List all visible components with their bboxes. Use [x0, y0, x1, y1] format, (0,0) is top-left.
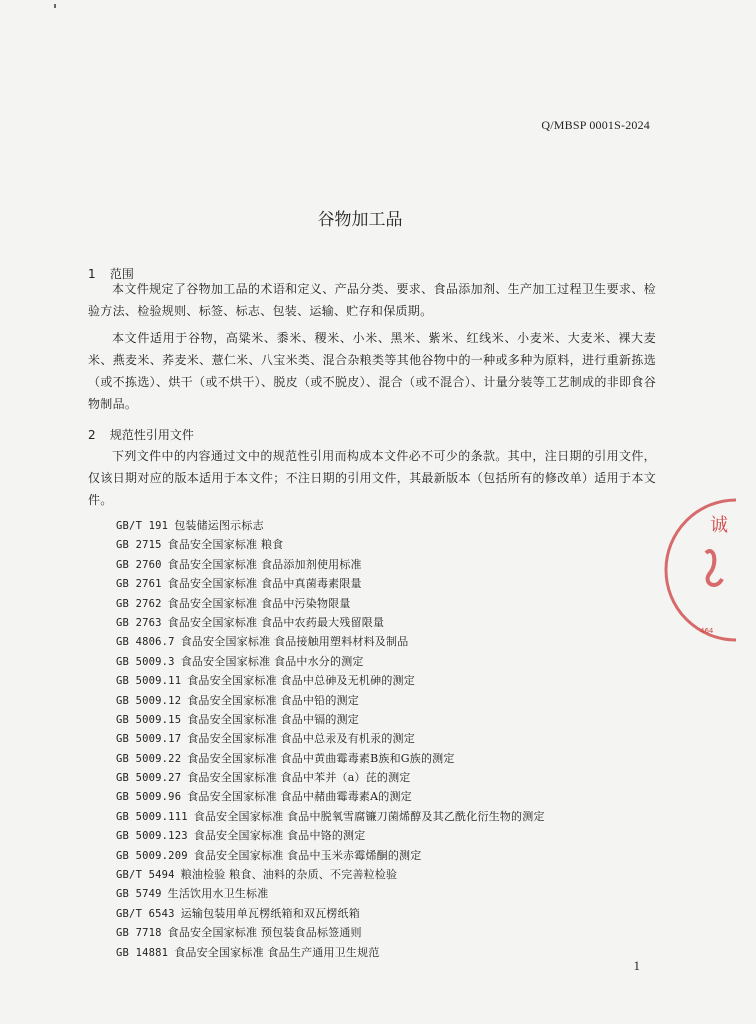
- reference-item: [116, 594, 545, 613]
- reference-item: [116, 807, 545, 826]
- reference-title: 食品安全国家标准 食品中水分的测定: [180, 654, 364, 668]
- reference-code: GB/T 191: [116, 520, 169, 532]
- reference-title: 食品安全国家标准 食品中污染物限量: [167, 596, 351, 610]
- seal-stamp: [696, 495, 756, 645]
- reference-title: 食品安全国家标准 食品中总砷及无机砷的测定: [187, 674, 415, 688]
- reference-title: 食品安全国家标准 食品中赭曲霉毒素A的测定: [187, 790, 412, 804]
- reference-list: [116, 516, 545, 962]
- reference-item: [116, 904, 545, 923]
- normative-paragraph: 下列文件中的内容通过文中的规范性引用而构成本文件必不可少的条款。其中，注日期的引用文件，仅该日期对应的版本适用于本文件；不注日期的引用文件，其最新版本（包括所有的修改单）适用于本文件。: [88, 449, 656, 507]
- seal-digits: 464: [700, 627, 714, 635]
- reference-item: [116, 535, 545, 554]
- reference-code: GB/T 5494: [116, 869, 175, 882]
- reference-item: [116, 516, 545, 535]
- reference-item: [116, 768, 545, 787]
- reference-title: 食品安全国家标准 食品中玉米赤霉烯酮的测定: [193, 848, 422, 862]
- reference-title: 食品安全国家标准 食品中黄曲霉毒素B族和G族的测定: [187, 751, 455, 765]
- reference-title: 运输包装用单瓦楞纸箱和双瓦楞纸箱: [180, 906, 360, 920]
- reference-code: GB 5009.15: [116, 713, 182, 726]
- reference-code: GB 5009.12: [116, 694, 182, 707]
- section-title: 规范性引用文件: [109, 428, 194, 442]
- reference-code: GB 2763: [116, 616, 162, 629]
- section-2-heading: [88, 426, 194, 443]
- document-title: 谷物加工品: [317, 210, 403, 230]
- reference-code: GB/T 6543: [116, 907, 175, 920]
- reference-item: [116, 632, 545, 651]
- reference-item: [116, 729, 545, 748]
- reference-title: 粮油检验 粮食、油料的杂质、不完善粒检验: [180, 868, 398, 882]
- reference-item: [116, 613, 545, 632]
- reference-item: [116, 710, 545, 729]
- reference-title: 食品安全国家标准 食品中脱氧雪腐镰刀菌烯醇及其乙酰化衍生物的测定: [193, 809, 545, 823]
- reference-code: GB 5009.11: [116, 675, 182, 688]
- reference-title: 食品安全国家标准 食品中苯并（a）芘的测定: [187, 771, 411, 785]
- reference-title: 食品安全国家标准 食品生产通用卫生规范: [174, 945, 380, 959]
- reference-title: 食品安全国家标准 食品中铬的测定: [193, 829, 366, 843]
- reference-item: [116, 865, 545, 884]
- reference-item: [116, 884, 545, 903]
- section-number: 2: [88, 428, 96, 442]
- reference-item: [116, 652, 545, 671]
- reference-code: GB 2715: [116, 539, 162, 552]
- reference-code: GB 5009.96: [116, 791, 182, 804]
- reference-title: 包装储运图示标志: [174, 519, 264, 532]
- reference-title: 食品安全国家标准 食品接触用塑料材料及制品: [180, 635, 409, 649]
- reference-item: [116, 574, 545, 593]
- document-code: Q/MBSP 0001S-2024: [541, 118, 650, 132]
- reference-item: [116, 691, 545, 710]
- reference-item: [116, 671, 545, 690]
- reference-code: GB 5749: [116, 888, 162, 901]
- reference-item: [116, 923, 545, 942]
- reference-code: GB 5009.22: [116, 752, 182, 765]
- reference-title: 食品安全国家标准 预包装食品标签通则: [167, 926, 362, 940]
- reference-code: GB 5009.209: [116, 849, 188, 862]
- reference-item: [116, 787, 545, 806]
- scan-speck: [54, 4, 56, 8]
- reference-item: [116, 555, 545, 574]
- reference-title: 生活饮用水卫生标准: [167, 887, 269, 901]
- reference-code: GB 2762: [116, 597, 162, 610]
- reference-code: GB 2760: [116, 558, 162, 571]
- section-title: 范围: [109, 267, 134, 281]
- scope-paragraph-1: 本文件规定了谷物加工品的术语和定义、产品分类、要求、食品添加剂、生产加工过程卫生要求、检验方法、检验规则、标签、标志、包装、运输、贮存和保质期。: [88, 282, 656, 318]
- reference-item: [116, 846, 545, 865]
- reference-code: GB 5009.17: [116, 733, 182, 746]
- scope-paragraph-2: 本文件适用于谷物，高粱米、黍米、稷米、小米、黑米、紫米、红线米、小麦米、大麦米、裸大麦米、燕麦米、荞麦米、薏仁米、八宝米类、混合杂粮类等其他谷物中的一种或多种为原料，进行重新拣选（或不拣选）、烘干（或不烘干）、脱皮（或不脱皮）、混合（或不混合）、计量分装等工艺制成的非即食谷物制品。: [88, 331, 656, 411]
- reference-title: 食品安全国家标准 食品添加剂使用标准: [167, 557, 362, 571]
- seal-text: 诚: [710, 515, 728, 536]
- reference-item: [116, 943, 545, 962]
- reference-code: GB 5009.3: [116, 655, 175, 668]
- reference-code: GB 5009.111: [116, 810, 188, 823]
- reference-title: 食品安全国家标准 食品中总汞及有机汞的测定: [187, 732, 415, 746]
- reference-code: GB 4806.7: [116, 636, 175, 649]
- reference-code: GB 7718: [116, 927, 162, 940]
- reference-title: 食品安全国家标准 食品中农药最大残留限量: [167, 615, 385, 629]
- reference-title: 食品安全国家标准 食品中铅的测定: [187, 693, 359, 707]
- section-number: 1: [88, 267, 96, 281]
- reference-code: GB 14881: [116, 946, 169, 959]
- reference-code: GB 5009.27: [116, 772, 182, 785]
- reference-item: [116, 749, 545, 768]
- reference-item: [116, 826, 545, 845]
- page-number: 1: [633, 958, 640, 973]
- reference-title: 食品安全国家标准 食品中真菌毒素限量: [167, 577, 362, 591]
- reference-code: GB 5009.123: [116, 830, 188, 843]
- reference-title: 食品安全国家标准 食品中镉的测定: [187, 712, 359, 726]
- reference-title: 食品安全国家标准 粮食: [167, 538, 284, 552]
- reference-code: GB 2761: [116, 578, 162, 591]
